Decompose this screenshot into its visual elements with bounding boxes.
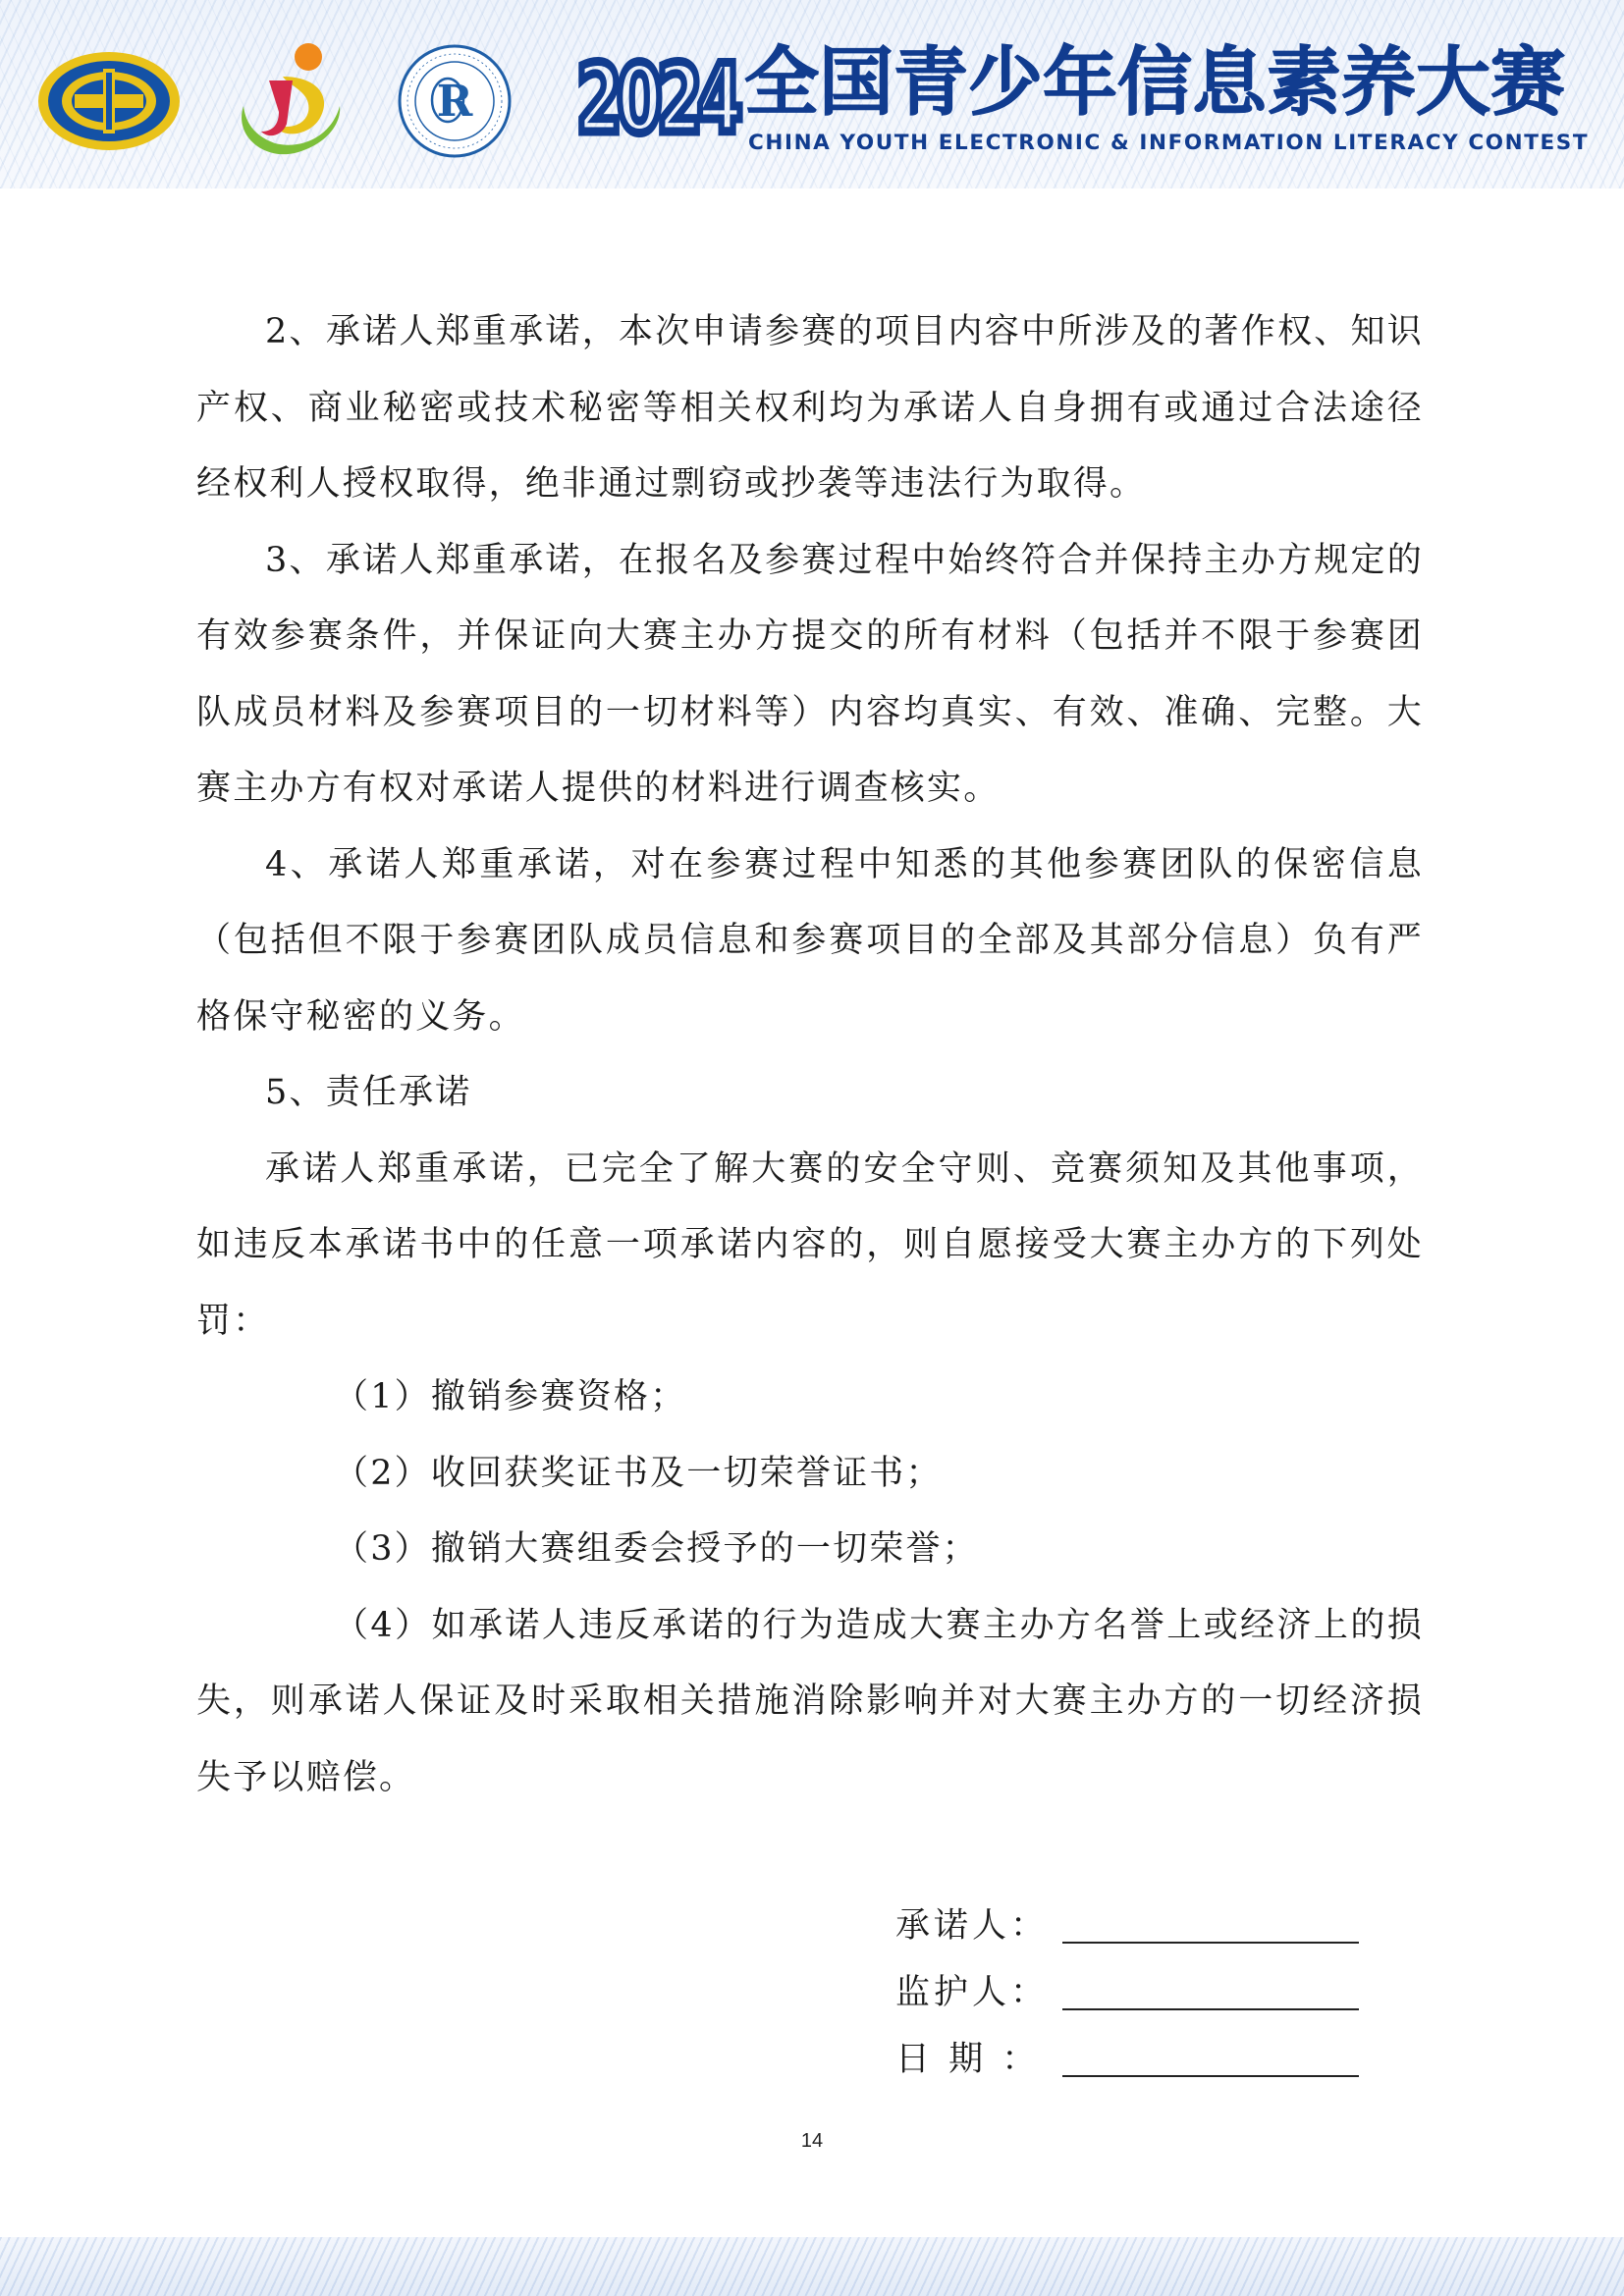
research-institute-seal-logo — [397, 43, 513, 159]
guardian-signature-row — [895, 1963, 1445, 2022]
date-label: 日 期 ： — [895, 2040, 1041, 2079]
clause-2-paragraph: 2、承诺人郑重承诺，本次申请参赛的项目内容中所涉及的著作权、知识产权、商业秘密或技术秘密等相关权利均为承诺人自身拥有或通过合法途径经权利人授权取得，绝非通过剽窃或抄袭等违法行为取得。 — [196, 312, 1424, 504]
guardian-signature-line[interactable] — [1062, 2008, 1359, 2010]
clause-3-paragraph: 3、承诺人郑重承诺，在报名及参赛过程中始终符合并保持主办方规定的有效参赛条件，并保证向大赛主办方提交的所有材料（包括并不限于参赛团队成员材料及参赛项目的一切材料等）内容均真实、有效、准确、完整。大赛主办方有权对承诺人提供的材料进行调查核实。 — [196, 540, 1424, 808]
pledge-body — [196, 294, 1424, 1816]
svg-text:R: R — [436, 77, 473, 127]
clause-5-paragraph: 承诺人郑重承诺，已完全了解大赛的安全守则、竞赛须知及其他事项，如违反本承诺书中的任意一项承诺内容的，则自愿接受大赛主办方的下列处罚： — [196, 1148, 1424, 1341]
contest-title-cn: 全国青少年信息素养大赛 — [744, 38, 1565, 126]
youth-figure-logo — [224, 37, 352, 163]
guardian-label: 监护人： — [895, 1973, 1050, 2012]
page-footer-band — [0, 2237, 1624, 2296]
contest-title-en: CHINA YOUTH ELECTRONIC & INFORMATION LITERACY CONTEST — [748, 131, 1590, 155]
clause-5-heading: 5、责任承诺 — [265, 1073, 472, 1112]
date-signature-row — [895, 2030, 1445, 2089]
promisor-signature-row — [895, 1896, 1445, 1955]
promisor-label: 承诺人： — [895, 1906, 1050, 1946]
penalty-item-3: （3）撤销大赛组委会授予的一切荣誉； — [334, 1529, 979, 1569]
clause-4-paragraph: 4、承诺人郑重承诺，对在参赛过程中知悉的其他参赛团队的保密信息（包括但不限于参赛团队成员信息和参赛项目的全部及其部分信息）负有严格保守秘密的义务。 — [196, 844, 1424, 1037]
year-2024-logotype — [574, 41, 740, 154]
year-text: 2024 — [576, 44, 740, 154]
penalty-item-2: （2）收回获奖证书及一切荣誉证书； — [334, 1453, 943, 1493]
penalty-item-4: （4）如承诺人违反承诺的行为造成大赛主办方名誉上或经济上的损失，则承诺人保证及时采取相关措施消除影响并对大赛主办方的一切经济损失予以赔偿。 — [196, 1605, 1424, 1797]
penalty-item-1: （1）撤销参赛资格； — [334, 1377, 687, 1416]
promisor-signature-line[interactable] — [1062, 1942, 1359, 1944]
date-line[interactable] — [1062, 2075, 1359, 2077]
page-header — [0, 0, 1624, 188]
organizer-emblem-logo — [35, 47, 183, 155]
page-number: 14 — [800, 2130, 824, 2152]
